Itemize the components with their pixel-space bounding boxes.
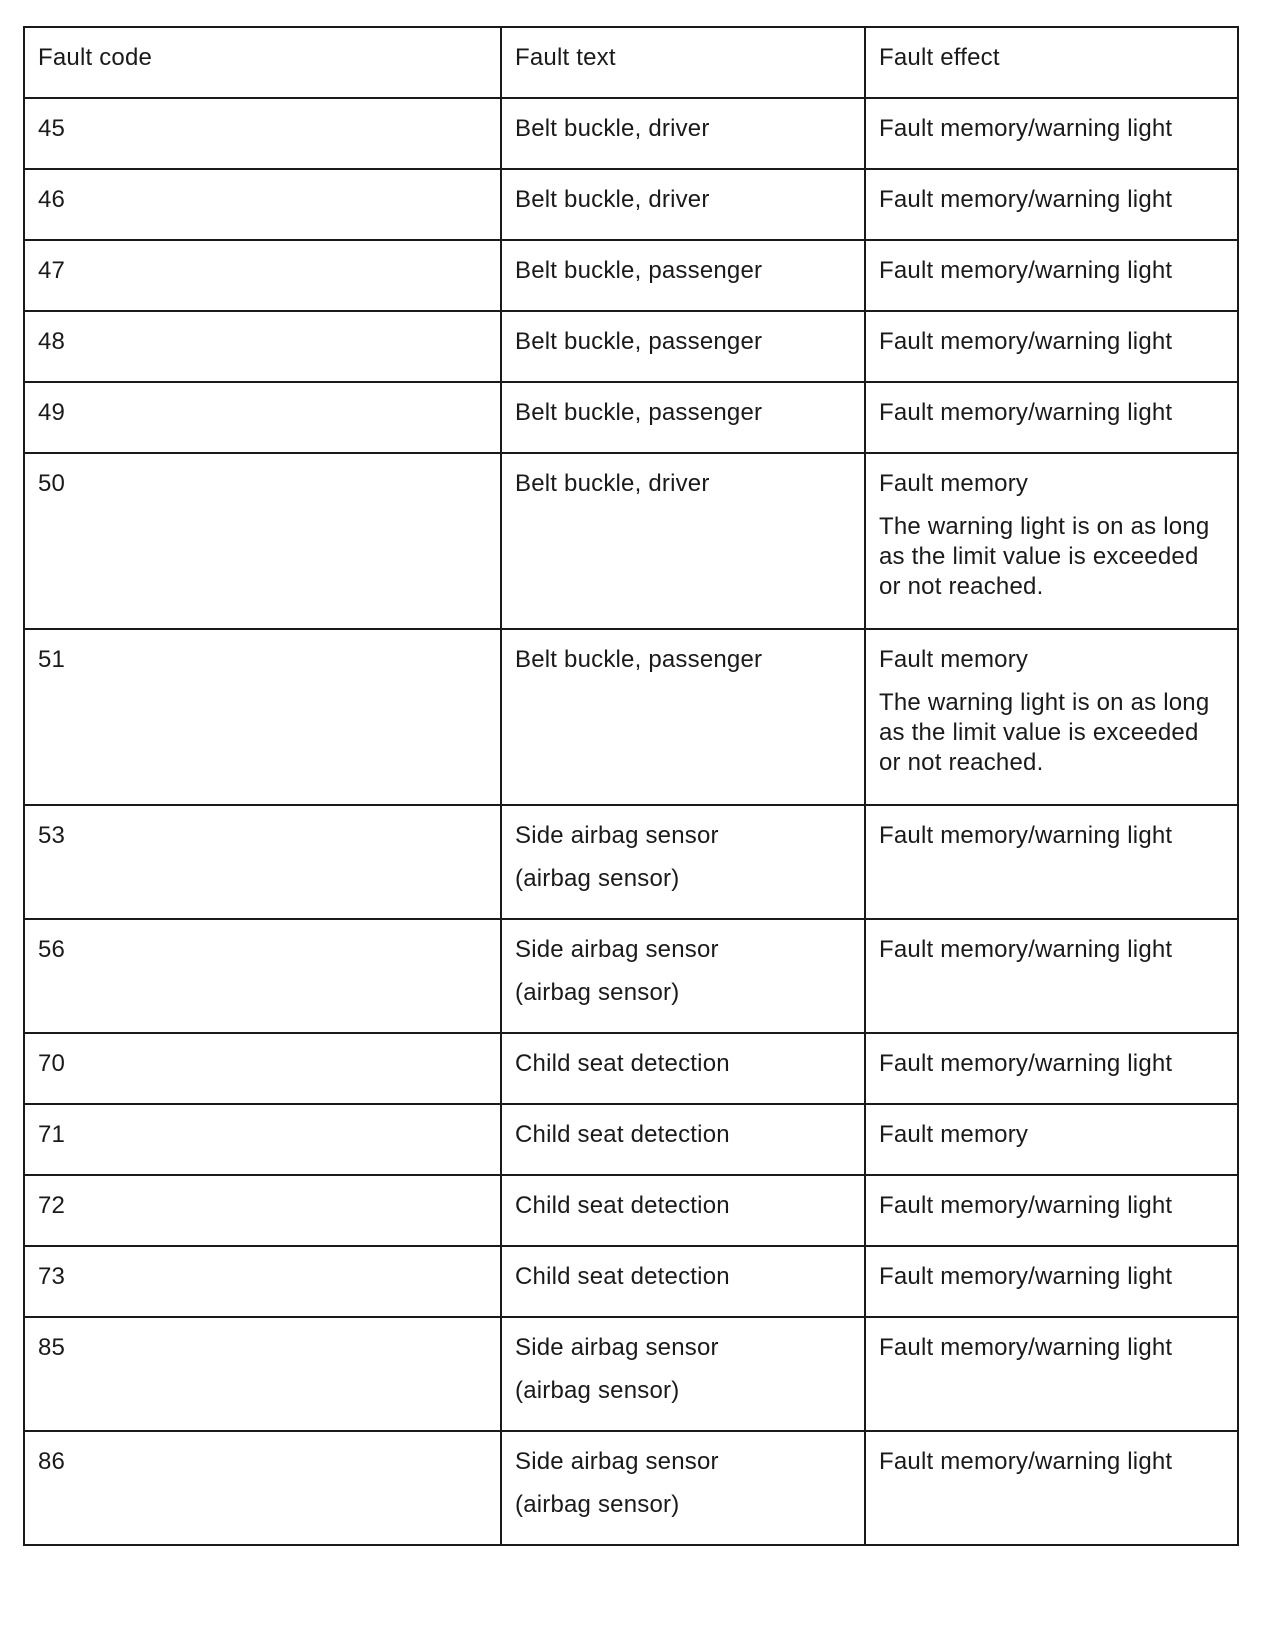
- fault-effect-cell: Fault memory/warning light: [865, 805, 1238, 919]
- header-fault-effect: Fault effect: [865, 27, 1238, 98]
- fault-effect-cell: Fault memory/warning light: [865, 311, 1238, 382]
- fault-text-line-2: (airbag sensor): [515, 979, 680, 1006]
- fault-code-cell: 56: [24, 919, 501, 1033]
- fault-text-cell: [501, 1317, 865, 1431]
- fault-effect-cell: Fault memory/warning light: [865, 98, 1238, 169]
- table-row: [24, 311, 1238, 382]
- fault-code-cell: 46: [24, 169, 501, 240]
- fault-code-cell: 73: [24, 1246, 501, 1317]
- fault-text-cell: [501, 1431, 865, 1545]
- fault-text-cell: [501, 805, 865, 919]
- header-fault-text: Fault text: [501, 27, 865, 98]
- fault-text-cell: [501, 919, 865, 1033]
- fault-code-cell: 50: [24, 453, 501, 629]
- fault-effect-cell: Fault memory/warning light: [865, 382, 1238, 453]
- fault-effect-text: Fault memory: [879, 470, 1029, 497]
- document-page: [23, 26, 1237, 1546]
- fault-code-cell: 48: [24, 311, 501, 382]
- fault-effect-text: Fault memory: [879, 646, 1029, 673]
- fault-text-cell: Child seat detection: [501, 1104, 865, 1175]
- fault-code-cell: 85: [24, 1317, 501, 1431]
- fault-effect-cell: Fault memory/warning light: [865, 169, 1238, 240]
- fault-code-cell: 47: [24, 240, 501, 311]
- fault-effect-note: The warning light is on as long as the limit value is exceeded or not reached.: [879, 689, 1210, 776]
- fault-code-cell: 71: [24, 1104, 501, 1175]
- fault-text-cell: Child seat detection: [501, 1033, 865, 1104]
- fault-text-line-2: (airbag sensor): [515, 865, 680, 892]
- fault-text-cell: Belt buckle, passenger: [501, 311, 865, 382]
- fault-text-line-1: Side airbag sensor: [515, 936, 719, 963]
- fault-effect-cell: Fault memory/warning light: [865, 240, 1238, 311]
- fault-effect-cell: Fault memory: [865, 1104, 1238, 1175]
- table-row: [24, 1033, 1238, 1104]
- table-row: [24, 805, 1238, 919]
- table-row: [24, 169, 1238, 240]
- fault-effect-cell: Fault memory/warning light: [865, 1246, 1238, 1317]
- fault-effect-cell: Fault memory/warning light: [865, 1431, 1238, 1545]
- table-row: [24, 98, 1238, 169]
- fault-text-cell: Belt buckle, driver: [501, 453, 865, 629]
- table-row: [24, 240, 1238, 311]
- table-row: [24, 1246, 1238, 1317]
- fault-code-cell: 49: [24, 382, 501, 453]
- fault-effect-cell: Fault memory/warning light: [865, 1317, 1238, 1431]
- fault-code-table: [23, 26, 1239, 1546]
- fault-text-line-2: (airbag sensor): [515, 1491, 680, 1518]
- fault-effect-cell: [865, 453, 1238, 629]
- table-row: [24, 382, 1238, 453]
- fault-code-cell: 70: [24, 1033, 501, 1104]
- fault-code-cell: 45: [24, 98, 501, 169]
- table-row: [24, 1104, 1238, 1175]
- fault-effect-note: The warning light is on as long as the limit value is exceeded or not reached.: [879, 513, 1210, 600]
- fault-text-cell: Belt buckle, passenger: [501, 629, 865, 805]
- fault-text-cell: Child seat detection: [501, 1175, 865, 1246]
- header-fault-code: Fault code: [24, 27, 501, 98]
- table-row: [24, 629, 1238, 805]
- table-row: [24, 1317, 1238, 1431]
- fault-text-cell: Child seat detection: [501, 1246, 865, 1317]
- fault-code-cell: 86: [24, 1431, 501, 1545]
- fault-text-line-1: Side airbag sensor: [515, 1334, 719, 1361]
- table-row: [24, 453, 1238, 629]
- fault-effect-cell: Fault memory/warning light: [865, 1033, 1238, 1104]
- table-row: [24, 1175, 1238, 1246]
- table-row: [24, 1431, 1238, 1545]
- table-row: [24, 919, 1238, 1033]
- fault-effect-cell: Fault memory/warning light: [865, 1175, 1238, 1246]
- fault-code-cell: 72: [24, 1175, 501, 1246]
- fault-text-line-1: Side airbag sensor: [515, 1448, 719, 1475]
- fault-text-cell: Belt buckle, passenger: [501, 382, 865, 453]
- table-header-row: [24, 27, 1238, 98]
- fault-text-cell: Belt buckle, driver: [501, 169, 865, 240]
- fault-text-cell: Belt buckle, driver: [501, 98, 865, 169]
- fault-code-cell: 53: [24, 805, 501, 919]
- fault-effect-cell: [865, 629, 1238, 805]
- fault-effect-cell: Fault memory/warning light: [865, 919, 1238, 1033]
- fault-text-cell: Belt buckle, passenger: [501, 240, 865, 311]
- fault-code-cell: 51: [24, 629, 501, 805]
- fault-text-line-1: Side airbag sensor: [515, 822, 719, 849]
- fault-text-line-2: (airbag sensor): [515, 1377, 680, 1404]
